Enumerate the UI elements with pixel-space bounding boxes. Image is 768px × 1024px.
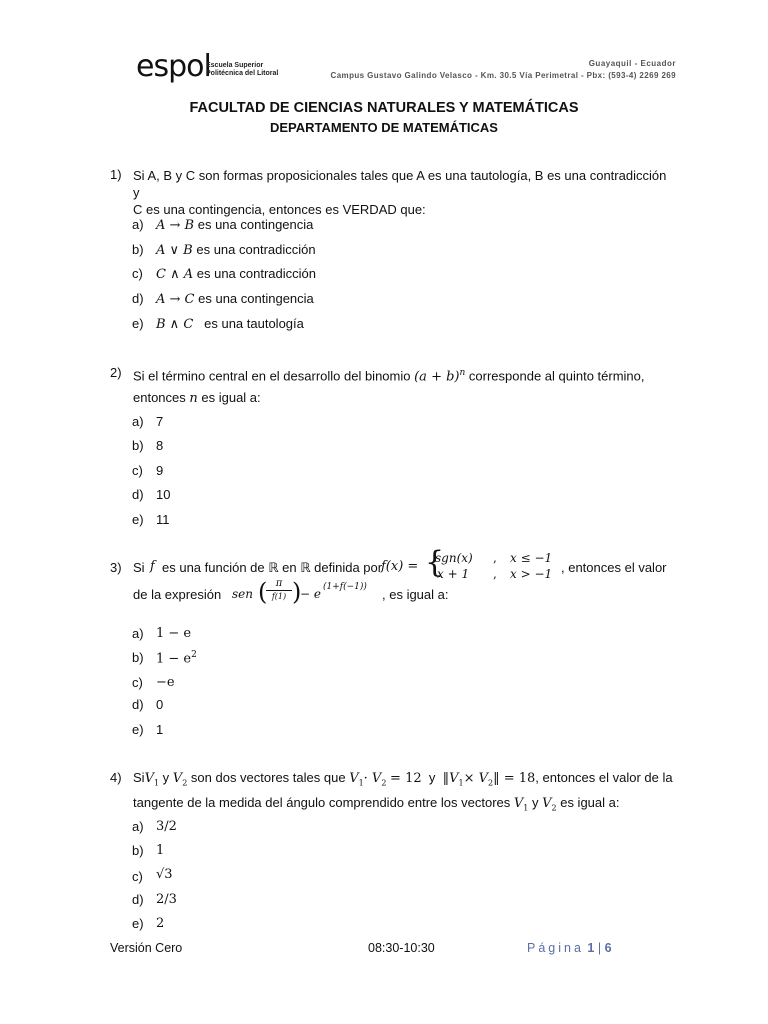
- q3-option-e: 1: [156, 722, 164, 737]
- q1-option-a-letter: a): [132, 217, 144, 232]
- q4-dot-v1-sub: 1: [358, 778, 364, 788]
- q3-case1-comma: ,: [493, 551, 497, 565]
- q4-option-e: 2: [156, 916, 165, 931]
- question-2-line1: [133, 365, 668, 385]
- q2-text-a: Si el término central en el desarrollo del binomio: [133, 368, 411, 384]
- q3-expr-sen: sen: [232, 587, 253, 601]
- q4-norm-v1: ‖V: [442, 771, 459, 786]
- q2-option-c-letter: c): [132, 463, 143, 478]
- q4-y2: y: [428, 770, 436, 785]
- q4-v2-sub: 2: [182, 778, 188, 788]
- footer-version: Versión Cero: [110, 941, 183, 955]
- q2-option-e-letter: e): [132, 512, 144, 527]
- q4-l2-v1-sub: 1: [523, 803, 529, 813]
- q4-option-e-letter: e): [132, 916, 144, 931]
- footer-page-total: 6: [604, 941, 612, 955]
- q1-option-e-letter: e): [132, 316, 144, 331]
- q3-text-a: Si: [133, 560, 145, 575]
- q3-case1-cond: x ≤ −1: [510, 551, 553, 565]
- q2-binomial-exp: n: [459, 368, 466, 378]
- q4-dot-v2-sub: 2: [381, 778, 387, 788]
- q4-option-b: 1: [156, 843, 165, 858]
- q1-option-b-letter: b): [132, 242, 144, 257]
- q3-option-c-letter: c): [132, 675, 143, 690]
- q4-l2-v1: V: [513, 796, 524, 811]
- q3-expr-minus: − e: [300, 587, 321, 601]
- footer-page: [527, 941, 612, 955]
- question-3-number: 3): [110, 560, 122, 575]
- q4-norm-v1-sub: 1: [458, 778, 464, 788]
- footer-page-current: 1: [587, 941, 595, 955]
- q4-text-b: son dos vectores tales que: [190, 770, 346, 785]
- q4-dot-v1: V: [349, 771, 359, 786]
- institution-line2: Politécnica del Litoral: [206, 70, 279, 77]
- q3-case1-expr: sgn(x): [435, 551, 473, 565]
- q4-option-b-letter: b): [132, 843, 144, 858]
- question-1-line2: C es una contingencia, entonces es VERDAD que:: [133, 202, 426, 217]
- q3-case2-comma: ,: [493, 567, 497, 581]
- q1-option-c-math: C ∧ A: [156, 267, 194, 282]
- q3-text-c: , entonces el valor: [561, 560, 667, 575]
- q1-option-a-text: es una contingencia: [197, 217, 314, 232]
- q4-l2-v2: V: [542, 796, 552, 811]
- q2-option-c: 9: [156, 463, 164, 478]
- q1-option-d-text: es una contingencia: [198, 291, 314, 306]
- q3-option-d-letter: d): [132, 697, 144, 712]
- q3-option-a: 1 − e: [156, 626, 192, 641]
- question-1-line1: Si A, B y C son formas proposicionales tales que A es una tautología, B es una contradicción y: [133, 168, 667, 200]
- q4-text-e: es igual a:: [560, 795, 620, 810]
- q3-option-a-letter: a): [132, 626, 144, 641]
- q1-option-b-math: A ∨ B: [156, 243, 193, 258]
- q3-case2-cond: x > −1: [510, 567, 553, 581]
- q3-paren-open: (: [258, 578, 268, 606]
- q3-option-e-letter: e): [132, 722, 144, 737]
- q1-option-e-text: es una tautología: [204, 316, 304, 331]
- question-1-number: 1): [110, 167, 122, 182]
- question-4-line2: [133, 795, 619, 813]
- q3-text-d: de la expresión: [133, 587, 222, 602]
- q4-y: y: [162, 770, 170, 785]
- page-subtitle: DEPARTAMENTO DE MATEMÁTICAS: [270, 120, 498, 135]
- q4-option-d: 2/3: [156, 892, 177, 907]
- q3-math-f: f: [150, 559, 155, 574]
- q1-option-a: [156, 217, 313, 233]
- q2-option-e: 11: [156, 512, 170, 527]
- q2-text-c: entonces: [133, 390, 186, 405]
- q3-option-c: −e: [156, 675, 175, 690]
- question-1-text: [133, 167, 668, 218]
- q3-fraction: [266, 578, 292, 603]
- institution-line1: Escuela Superior: [206, 62, 264, 69]
- q4-v1-sub: 1: [153, 778, 160, 788]
- q1-option-e: [156, 316, 304, 332]
- q1-option-d: [156, 291, 314, 307]
- q4-text-d: tangente de la medida del ángulo comprendido entre los vectores: [133, 795, 511, 810]
- q3-option-b: [156, 650, 197, 666]
- q1-option-b: [156, 242, 316, 258]
- q2-binomial: (a + b): [414, 369, 460, 385]
- question-2-number: 2): [110, 365, 122, 380]
- q3-case2-expr: x + 1: [437, 567, 470, 581]
- q4-text-c: , entonces el valor de la: [535, 770, 673, 785]
- q3-paren-close: ): [292, 578, 302, 606]
- q2-option-a-letter: a): [132, 414, 144, 429]
- q1-option-c: [156, 266, 316, 282]
- q2-option-d-letter: d): [132, 487, 144, 502]
- q2-text-d: es igual a:: [201, 390, 261, 405]
- q1-option-e-math: B ∧ C: [156, 317, 194, 332]
- espol-logo: espol: [136, 49, 211, 84]
- q3-option-b-sup: 2: [191, 650, 197, 660]
- q4-v2: V: [172, 771, 183, 786]
- q1-option-c-letter: c): [132, 266, 143, 281]
- q1-option-b-text: es una contradicción: [196, 242, 316, 257]
- q4-option-a: 3/2: [156, 819, 177, 834]
- q1-option-d-math: A → C: [156, 292, 195, 307]
- q3-fraction-den: f(1): [266, 590, 292, 603]
- q1-option-a-math: A → B: [156, 218, 195, 233]
- q4-l2-y: y: [531, 795, 539, 810]
- question-4-line1: [133, 770, 673, 788]
- q3-option-d: 0: [156, 697, 164, 712]
- q3-text-b: es una función de ℝ en ℝ definida por: [162, 560, 383, 575]
- institution-name: [206, 62, 278, 78]
- q2-option-b-letter: b): [132, 438, 144, 453]
- q3-option-b-letter: b): [132, 650, 144, 665]
- q3-brace: {: [425, 545, 445, 580]
- q3-math-fx: f(x) =: [381, 559, 419, 574]
- q4-option-d-letter: d): [132, 892, 144, 907]
- q4-eq18: ‖ = 18: [493, 771, 536, 786]
- q4-l2-v2-sub: 2: [551, 803, 557, 813]
- footer-time: 08:30-10:30: [368, 941, 435, 955]
- question-4-number: 4): [110, 770, 122, 785]
- header-city: Guayaquil - Ecuador: [588, 59, 676, 68]
- q4-dot-v2: · V: [363, 771, 382, 786]
- q4-option-c-letter: c): [132, 869, 143, 884]
- q2-option-a: 7: [156, 414, 164, 429]
- footer-page-label: Página: [527, 941, 584, 955]
- q4-cross-v2: × V: [463, 771, 488, 786]
- q2-option-b: 8: [156, 438, 164, 453]
- q4-v1: V: [144, 771, 154, 786]
- q3-fraction-num: π: [275, 578, 283, 589]
- footer-page-separator: |: [597, 941, 602, 955]
- header-address: Campus Gustavo Galindo Velasco - Km. 30.5 Vía Perimetral - Pbx: (593-4) 2269 269: [330, 71, 676, 80]
- q1-option-d-letter: d): [132, 291, 144, 306]
- q3-option-b-math: 1 − e: [156, 651, 192, 667]
- q2-text-b: corresponde al quinto término,: [468, 368, 645, 384]
- q3-text-e: , es igual a:: [382, 587, 449, 602]
- q4-option-c: √3: [156, 867, 173, 882]
- q1-option-c-text: es una contradicción: [196, 266, 316, 281]
- q4-cross-v2-sub: 2: [488, 778, 494, 788]
- q4-text-a: Si: [133, 770, 145, 785]
- page-title: FACULTAD DE CIENCIAS NATURALES Y MATEMÁTICAS: [189, 100, 579, 116]
- q4-eq12: = 12: [390, 771, 422, 786]
- question-2-line2: [133, 389, 668, 407]
- q2-option-d: 10: [156, 487, 171, 502]
- q4-option-a-letter: a): [132, 819, 144, 834]
- q3-expr-exp: (1+f(−1)): [323, 582, 367, 592]
- q2-math-n: n: [189, 391, 198, 406]
